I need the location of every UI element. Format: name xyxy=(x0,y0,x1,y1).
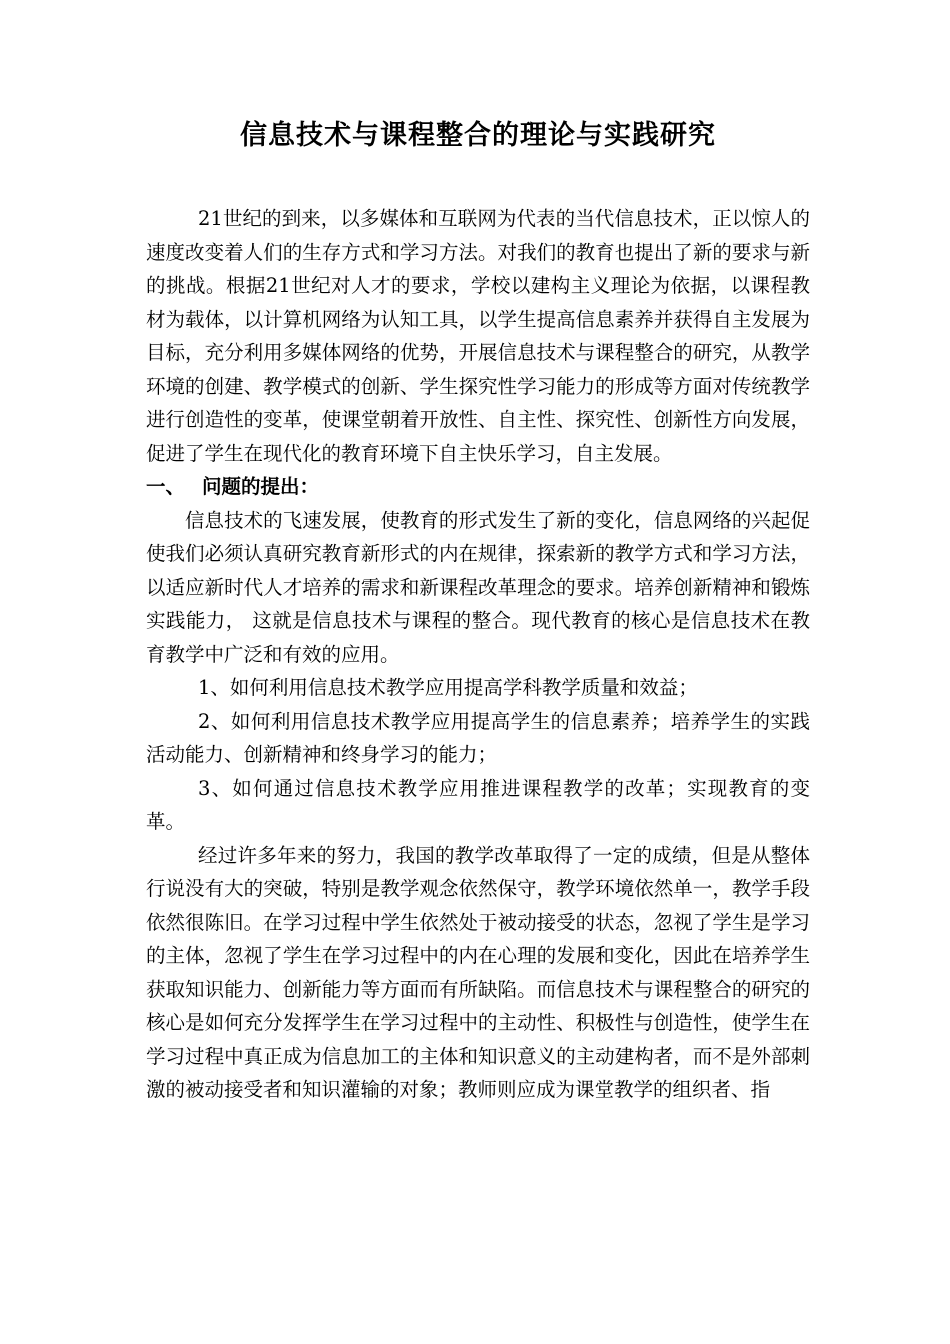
section-number: 一、 xyxy=(146,475,186,498)
document-page xyxy=(146,118,810,1107)
list-item-1: 1、如何利用信息技术教学应用提高学科教学质量和效益； xyxy=(198,676,698,699)
document-title: 信息技术与课程整合的理论与实践研究 xyxy=(240,120,716,151)
list-item-3: 3、如何通过信息技术教学应用推进课程教学的改革；实现教育的变革。 xyxy=(146,776,810,833)
section-title: 问题的提出： xyxy=(202,475,320,498)
section-paragraph-1: 信息技术的飞速发展，使教育的形式发生了新的变化，信息网络的兴起促使我们必须认真研究教育新形式的内在规律，探索新的教学方式和学习方法，以适应新时代人才培养的需求和新课程改革理念的要求。培养创新精神和锻炼实践能力， 这就是信息技术与课程的整合。现代教育的核心是信息技术在教育教学中广泛和有效的应用。 xyxy=(146,508,810,666)
list-item-2: 2、如何利用信息技术教学应用提高学生的信息素养；培养学生的实践活动能力、创新精神和终身学习的能力； xyxy=(146,709,810,766)
section-paragraph-2: 经过许多年来的努力，我国的教学改革取得了一定的成绩，但是从整体行说没有大的突破，特别是教学观念依然保守，教学环境依然单一，教学手段依然很陈旧。在学习过程中学生依然处于被动接受的状态，忽视了学生是学习的主体，忽视了学生在学习过程中的内在心理的发展和变化，因此在培养学生获取知识能力、创新能力等方面而有所缺陷。而信息技术与课程整合的研究的核心是如何充分发挥学生在学习过程中的主动性、积极性与创造性，使学生在学习过程中真正成为信息加工的主体和知识意义的主动建构者，而不是外部刺激的被动接受者和知识灌输的对象；教师则应成为课堂教学的组织者、指 xyxy=(146,843,810,1101)
section-heading xyxy=(146,470,810,504)
intro-paragraph: 21世纪的到来，以多媒体和互联网为代表的当代信息技术，正以惊人的速度改变着人们的生存方式和学习方法。对我们的教育也提出了新的要求与新的挑战。根据21世纪对人才的要求，学校以建构主义理论为依据，以课程教材为载体，以计算机网络为认知工具，以学生提高信息素养并获得自主发展为目标，充分利用多媒体网络的优势，开展信息技术与课程整合的研究，从教学环境的创建、教学模式的创新、学生探究性学习能力的形成等方面对传统教学进行创造性的变革，使课堂朝着开放性、自主性、探究性、创新性方向发展，促进了学生在现代化的教育环境下自主快乐学习，自主发展。 xyxy=(146,207,810,465)
